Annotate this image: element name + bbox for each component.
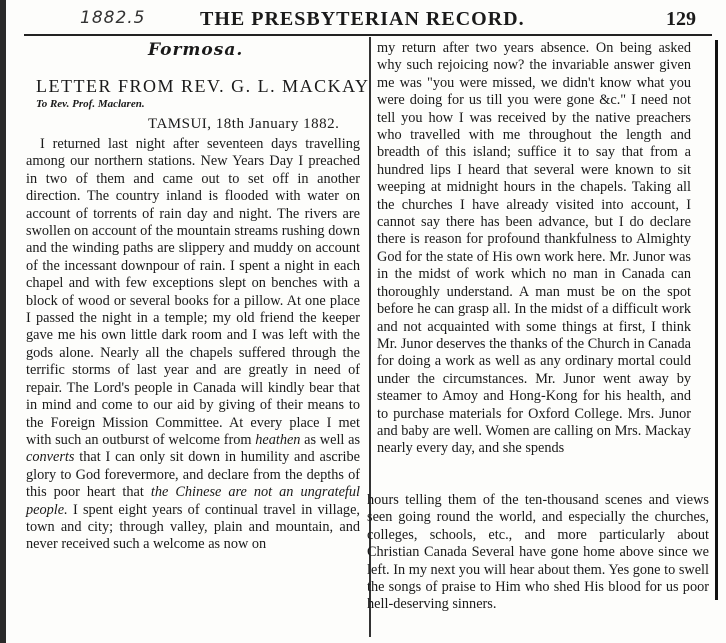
- page-header: [18, 6, 718, 32]
- right-paragraph: my return after two years absence. On being asked why such rejoicing now? the invariable answer given me was "you were missed, we didn't know what you were doing for us till you were gone &c." I need not tell you how I was received by the native preachers who travelled with me throughout the length and breadth of this island; suffice it to say that from a hundred lips I heard that several were known to sit weeping at midnight hours in the chapels. Taking all the churches I have already visited into account, I cannot say there has been advance, but I do declare there is reason for profound thankfulness to Almighty God for the state of His own work here. Mr. Junor was in the midst of work which no man in Canada can thoroughly understand. A man must be on the spot before he can grasp all. In the midst of a difficult work and not acquainted with some things at first, I think Mr. Junor deserves the thanks of the Church in Canada for doing a work as well as any ordinary mortal could under the circumstances. Mr. Junor went away by steamer to Amoy and Hong-Kong for his health, and to purchase materials for Oxford College. Mrs. Junor and baby are well. Women are calling on Mrs. Mackay nearly every day, and she spends: [377, 40, 691, 457]
- dateline: TAMSUI, 18th January 1882.: [148, 116, 340, 132]
- letter-title: LETTER FROM REV. G. L. MACKAY: [36, 76, 370, 96]
- page-number: 129: [666, 8, 696, 30]
- text-run: I spent eight years of continual travel in village, town and city; through valley, plain and mountain, and never received such a welcome as now on: [26, 501, 360, 553]
- text-run: I returned last night after seventeen days travelling among our northern stations. New Years Day I preached in two of them and came out to set off in another direction. The country inland is flooded with water on account of torrents of rain day and night. The rivers are swollen on account of the mountain streams rushing down and the winding paths are slippery and muddy on account of the incessant downpour of rain. I spent a night in each chapel and with few exceptions slept on benches with a block of wood or several books for a pillow. At one place I passed the night in a temple; my old friend the keeper gave me his own little dark room and I was left with the gods alone. Nearly all the chapels suffered through the terrific storms of last year and are greatly in need of repair. The Lord's people in Canada will kindly bear that in mind and come to our aid by giving of their means to the Foreign Mission Committee. At every place I met with such an outburst of welcome from: [26, 136, 360, 448]
- clipping-border: [715, 40, 718, 600]
- left-paragraph: [26, 136, 360, 554]
- text-run: that I can only sit down in humility and ascribe glory to God forevermore, and declare from the depths of this poor heart that: [26, 449, 360, 501]
- italic-run: heathen: [255, 431, 301, 448]
- scan-edge: [0, 0, 6, 643]
- right-paragraph-continued: hours telling them of the ten-thousand scenes and views seen going round the world, and especially the churches, colleges, schools, etc., and more particularly about Christian Canada Several have gone home above since we left. In my next you will hear about them. Yes gone to swell the songs of praise to Him who shed His blood for us poor hell-deserving sinners.: [367, 492, 709, 613]
- right-column-top: [377, 40, 691, 458]
- header-rule: [24, 34, 712, 36]
- section-heading: Formosa.: [148, 40, 244, 60]
- left-column: [26, 136, 360, 554]
- masthead: THE PRESBYTERIAN RECORD.: [200, 8, 525, 30]
- letter-recipient: To Rev. Prof. Maclaren.: [36, 98, 145, 110]
- text-run: as well as: [300, 431, 361, 448]
- handwritten-date: 1882.5: [80, 8, 146, 28]
- italic-run: the Chinese are not an ungrateful people.: [26, 484, 361, 518]
- italic-run: converts: [26, 449, 75, 466]
- right-column-bottom: [367, 492, 709, 614]
